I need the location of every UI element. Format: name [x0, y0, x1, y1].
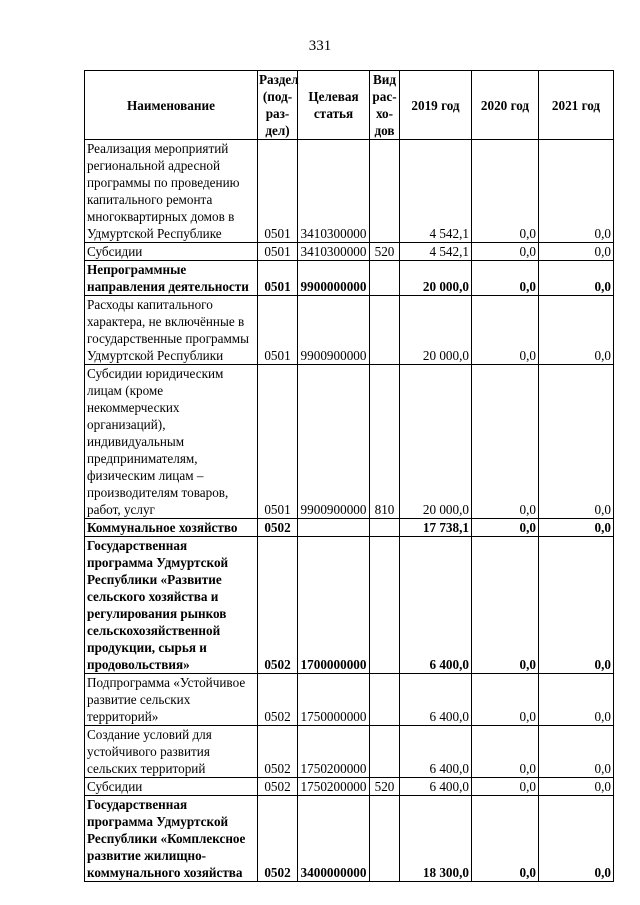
cell-2019: 6 400,0	[400, 778, 472, 796]
cell-target: 9900000000	[298, 261, 370, 296]
cell-2021: 0,0	[539, 726, 614, 778]
cell-2021: 0,0	[539, 674, 614, 726]
table-row	[85, 243, 614, 261]
header-2019: 2019 год	[400, 71, 472, 140]
cell-section: 0502	[258, 519, 298, 537]
cell-name: Государственная программа Удмуртской Республики «Комплексное развитие жилищно-коммунального хозяйства	[85, 796, 258, 882]
cell-expense: 520	[370, 778, 400, 796]
cell-2019: 4 542,1	[400, 140, 472, 243]
cell-2021: 0,0	[539, 519, 614, 537]
cell-expense	[370, 296, 400, 365]
cell-expense	[370, 796, 400, 882]
cell-name: Субсидии	[85, 243, 258, 261]
table-row	[85, 726, 614, 778]
cell-2019: 6 400,0	[400, 537, 472, 674]
cell-target: 1750200000	[298, 726, 370, 778]
cell-2020: 0,0	[472, 296, 539, 365]
cell-2020: 0,0	[472, 519, 539, 537]
cell-2019: 6 400,0	[400, 726, 472, 778]
cell-2020: 0,0	[472, 796, 539, 882]
cell-target	[298, 519, 370, 537]
cell-2021: 0,0	[539, 796, 614, 882]
cell-2021: 0,0	[539, 778, 614, 796]
cell-2020: 0,0	[472, 261, 539, 296]
header-2021: 2021 год	[539, 71, 614, 140]
table-row	[85, 537, 614, 674]
cell-section: 0501	[258, 243, 298, 261]
cell-expense	[370, 674, 400, 726]
cell-expense	[370, 537, 400, 674]
cell-2020: 0,0	[472, 674, 539, 726]
cell-section: 0502	[258, 537, 298, 674]
table-row	[85, 296, 614, 365]
cell-2019: 20 000,0	[400, 296, 472, 365]
table-row	[85, 261, 614, 296]
cell-section: 0502	[258, 726, 298, 778]
cell-2020: 0,0	[472, 365, 539, 519]
cell-2021: 0,0	[539, 243, 614, 261]
cell-name: Подпрограмма «Устойчивое развитие сельских территорий»	[85, 674, 258, 726]
table-row	[85, 796, 614, 882]
cell-name: Расходы капитального характера, не включённые в государственные программы Удмуртской Республики	[85, 296, 258, 365]
cell-target: 3410300000	[298, 140, 370, 243]
cell-2019: 4 542,1	[400, 243, 472, 261]
cell-2019: 20 000,0	[400, 261, 472, 296]
cell-name: Создание условий для устойчивого развития сельских территорий	[85, 726, 258, 778]
header-target: Целевая статья	[298, 71, 370, 140]
cell-target: 1750200000	[298, 778, 370, 796]
cell-name: Субсидии	[85, 778, 258, 796]
cell-2019: 17 738,1	[400, 519, 472, 537]
header-name: Наименование	[85, 71, 258, 140]
cell-section: 0502	[258, 796, 298, 882]
cell-name: Непрограммные направления деятельности	[85, 261, 258, 296]
table-row	[85, 140, 614, 243]
table-body	[85, 140, 614, 882]
cell-2021: 0,0	[539, 296, 614, 365]
cell-2020: 0,0	[472, 243, 539, 261]
header-expense: Вид рас-хо-дов	[370, 71, 400, 140]
cell-2020: 0,0	[472, 778, 539, 796]
cell-2021: 0,0	[539, 140, 614, 243]
table-row	[85, 674, 614, 726]
header-2020: 2020 год	[472, 71, 539, 140]
cell-target: 9900900000	[298, 296, 370, 365]
cell-2020: 0,0	[472, 726, 539, 778]
cell-section: 0502	[258, 778, 298, 796]
cell-2021: 0,0	[539, 261, 614, 296]
cell-expense: 520	[370, 243, 400, 261]
cell-target: 3400000000	[298, 796, 370, 882]
cell-name: Государственная программа Удмуртской Республики «Развитие сельского хозяйства и регулирования рынков сельскохозяйственной продукции, сырья и продовольствия»	[85, 537, 258, 674]
cell-section: 0501	[258, 140, 298, 243]
cell-2019: 18 300,0	[400, 796, 472, 882]
table-row	[85, 365, 614, 519]
cell-name: Реализация мероприятий региональной адресной программы по проведению капитального ремонта многоквартирных домов в Удмуртской Республике	[85, 140, 258, 243]
cell-2019: 20 000,0	[400, 365, 472, 519]
table-header-row	[85, 71, 614, 140]
cell-target: 9900900000	[298, 365, 370, 519]
cell-section: 0502	[258, 674, 298, 726]
table-row	[85, 519, 614, 537]
cell-name: Субсидии юридическим лицам (кроме некоммерческих организаций), индивидуальным предпринимателям, физическим лицам – производителям товаров, работ, услуг	[85, 365, 258, 519]
page-number: 331	[308, 38, 332, 54]
cell-name: Коммунальное хозяйство	[85, 519, 258, 537]
cell-section: 0501	[258, 296, 298, 365]
cell-expense	[370, 140, 400, 243]
cell-section: 0501	[258, 261, 298, 296]
cell-expense	[370, 726, 400, 778]
cell-target: 1750000000	[298, 674, 370, 726]
cell-target: 1700000000	[298, 537, 370, 674]
header-section: Раздел (под-раз-дел)	[259, 72, 299, 138]
budget-table	[84, 70, 614, 882]
cell-2021: 0,0	[539, 537, 614, 674]
cell-2021: 0,0	[539, 365, 614, 519]
table-row	[85, 778, 614, 796]
cell-expense	[370, 519, 400, 537]
cell-expense	[370, 261, 400, 296]
cell-target: 3410300000	[298, 243, 370, 261]
cell-2020: 0,0	[472, 537, 539, 674]
cell-2019: 6 400,0	[400, 674, 472, 726]
cell-expense: 810	[370, 365, 400, 519]
cell-section: 0501	[258, 365, 298, 519]
cell-2020: 0,0	[472, 140, 539, 243]
